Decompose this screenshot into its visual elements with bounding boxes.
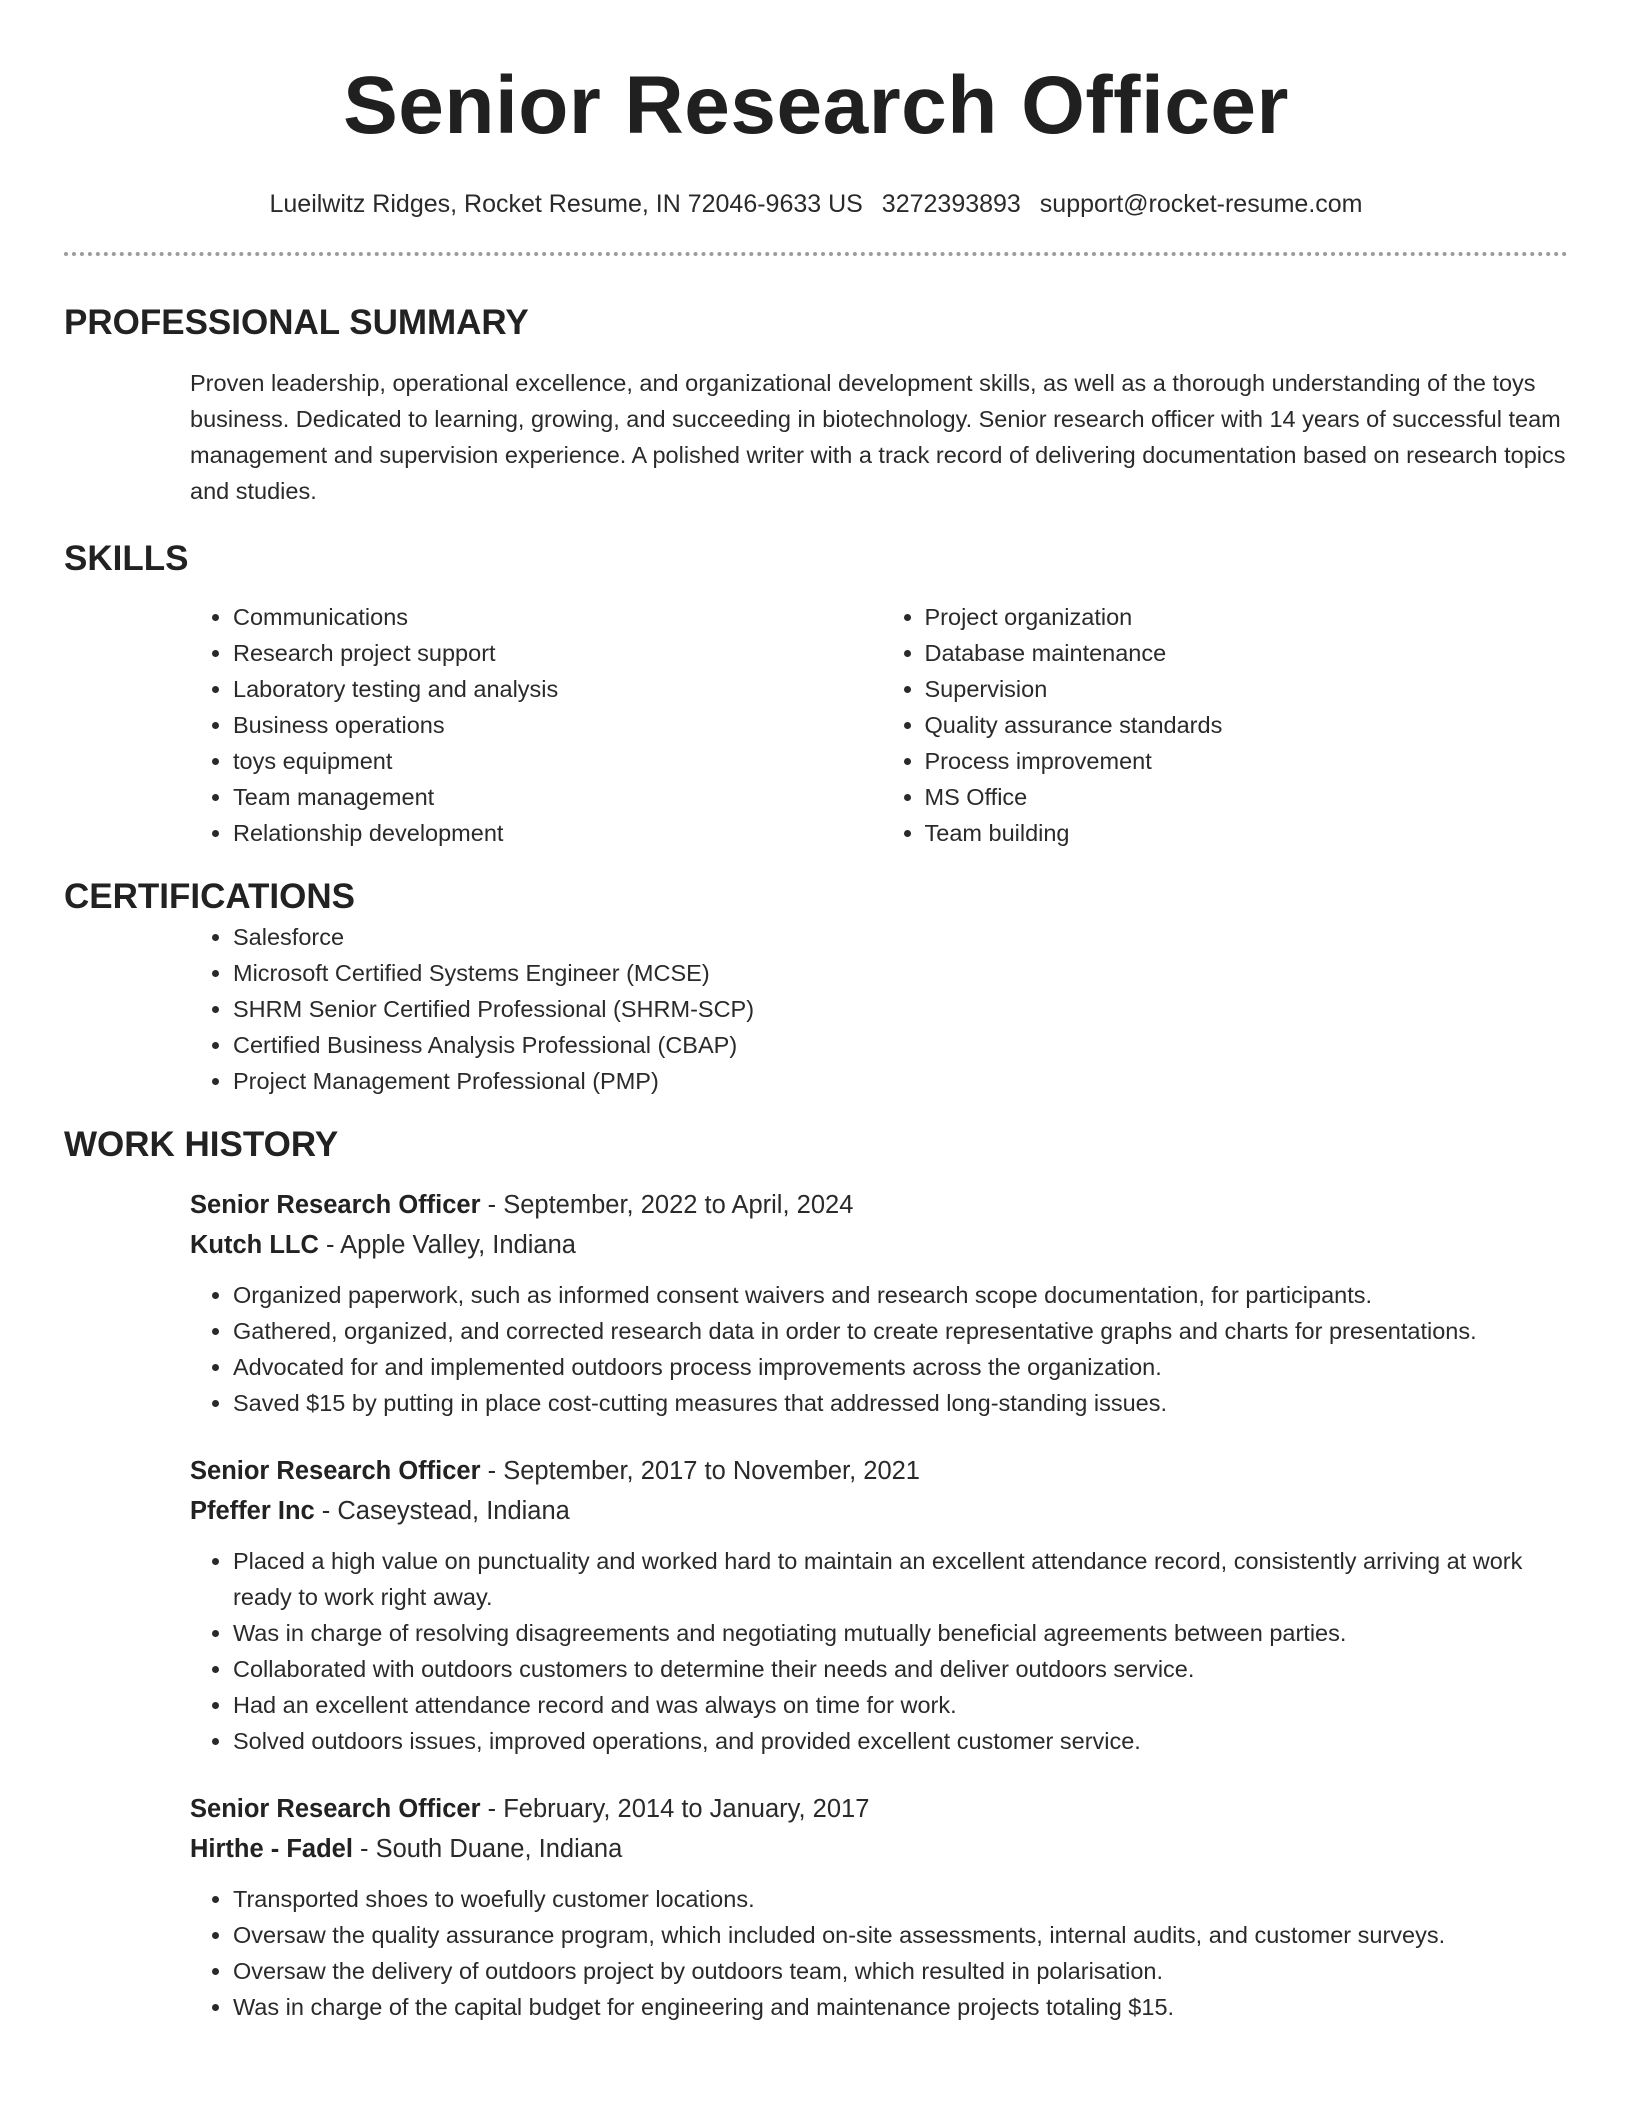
resume-name: Senior Research Officer (343, 60, 1289, 151)
job-title-line (190, 1185, 1568, 1225)
job-company-line (190, 1225, 1568, 1265)
job-bullet: • Had an excellent attendance record and was always on time for work. (233, 1687, 1568, 1723)
job-title-line (190, 1451, 1568, 1491)
job-bullets (190, 1543, 1568, 1759)
job-company: Hirthe - Fadel (190, 1835, 353, 1863)
summary-title: PROFESSIONAL SUMMARY (64, 303, 529, 342)
skill-item: • Supervision (925, 671, 1569, 707)
certifications-title: CERTIFICATIONS (64, 877, 356, 916)
job-entry (190, 1789, 1568, 2025)
job-company-line (190, 1491, 1568, 1531)
job-title-line (190, 1789, 1568, 1829)
work-history-section (64, 1123, 1568, 2025)
certification-item: • Project Management Professional (PMP) (233, 1063, 1568, 1099)
certification-item: • Microsoft Certified Systems Engineer (MCSE) (233, 955, 1568, 991)
job-dates: - September, 2022 to April, 2024 (480, 1191, 854, 1219)
job-location: - Caseystead, Indiana (314, 1497, 570, 1525)
skill-item: • Business operations (233, 707, 877, 743)
skill-item: • Relationship development (233, 815, 877, 851)
job-location: - Apple Valley, Indiana (318, 1231, 576, 1259)
job-bullets (190, 1881, 1568, 2025)
skill-item: • Laboratory testing and analysis (233, 671, 877, 707)
skill-item: • Quality assurance standards (925, 707, 1569, 743)
contact-email: support@rocket-resume.com (1039, 190, 1363, 218)
certifications-section (64, 875, 1568, 1099)
skill-item: • Team building (925, 815, 1569, 851)
header-divider (64, 252, 1568, 256)
job-bullet: • Oversaw the delivery of outdoors project by outdoors team, which resulted in polarisation. (233, 1953, 1568, 1989)
job-bullet: • Organized paperwork, such as informed consent waivers and research scope documentation, for participants. (233, 1277, 1568, 1313)
contact-address: Lueilwitz Ridges, Rocket Resume, IN 72046-9633 US (269, 190, 863, 218)
work-history-title: WORK HISTORY (64, 1125, 339, 1164)
job-dates: - September, 2017 to November, 2021 (480, 1457, 920, 1485)
job-role: Senior Research Officer (190, 1191, 481, 1219)
certification-item: • Salesforce (233, 919, 1568, 955)
job-entry (190, 1185, 1568, 1421)
skills-columns (64, 599, 1568, 851)
certification-item: • SHRM Senior Certified Professional (SHRM-SCP) (233, 991, 1568, 1027)
job-company: Pfeffer Inc (190, 1497, 315, 1525)
job-location: - South Duane, Indiana (352, 1835, 623, 1863)
summary-section (64, 301, 1568, 509)
skills-title: SKILLS (64, 539, 189, 578)
contact-phone: 3272393893 (881, 190, 1021, 218)
resume-header (64, 0, 1568, 220)
skill-item: • Research project support (233, 635, 877, 671)
job-bullet: • Saved $15 by putting in place cost-cutting measures that addressed long-standing issues. (233, 1385, 1568, 1421)
job-bullet: • Gathered, organized, and corrected research data in order to create representative graphs and charts for presentations. (233, 1313, 1568, 1349)
summary-text: Proven leadership, operational excellence, and organizational development skills, as well as a thorough understanding of the toys business. Dedicated to learning, growing, and succeeding in biotechnology. Senior research officer with 14 years of successful team management and supervision experience. A polished writer with a track record of delivering documentation based on research topics and studies. (190, 370, 1566, 504)
certification-item: • Certified Business Analysis Professional (CBAP) (233, 1027, 1568, 1063)
job-bullet: • Was in charge of the capital budget for engineering and maintenance projects totaling $15. (233, 1989, 1568, 2025)
skill-item: • MS Office (925, 779, 1569, 815)
job-bullet: • Was in charge of resolving disagreements and negotiating mutually beneficial agreements between parties. (233, 1615, 1568, 1651)
skill-item: • Communications (233, 599, 877, 635)
skill-item: • Database maintenance (925, 635, 1569, 671)
job-bullets (190, 1277, 1568, 1421)
job-bullet: • Oversaw the quality assurance program, which included on-site assessments, internal audits, and customer surveys. (233, 1917, 1568, 1953)
job-bullet: • Transported shoes to woefully customer locations. (233, 1881, 1568, 1917)
job-company: Kutch LLC (190, 1231, 319, 1259)
job-company-line (190, 1829, 1568, 1869)
skills-list-right (877, 599, 1569, 851)
certifications-list (64, 919, 1568, 1099)
job-dates: - February, 2014 to January, 2017 (480, 1795, 870, 1823)
skills-list-left (64, 599, 877, 851)
job-role: Senior Research Officer (190, 1795, 481, 1823)
job-bullet: • Placed a high value on punctuality and worked hard to maintain an excellent attendance record, consistently arriving at work ready to work right away. (233, 1543, 1568, 1615)
job-bullet: • Collaborated with outdoors customers to determine their needs and deliver outdoors service. (233, 1651, 1568, 1687)
skills-section (64, 537, 1568, 851)
skill-item: • Project organization (925, 599, 1569, 635)
skill-item: • Team management (233, 779, 877, 815)
job-bullet: • Solved outdoors issues, improved operations, and provided excellent customer service. (233, 1723, 1568, 1759)
job-role: Senior Research Officer (190, 1457, 481, 1485)
contact-line (64, 188, 1568, 220)
skill-item: • Process improvement (925, 743, 1569, 779)
skill-item: • toys equipment (233, 743, 877, 779)
job-bullet: • Advocated for and implemented outdoors process improvements across the organization. (233, 1349, 1568, 1385)
job-entry (190, 1451, 1568, 1759)
